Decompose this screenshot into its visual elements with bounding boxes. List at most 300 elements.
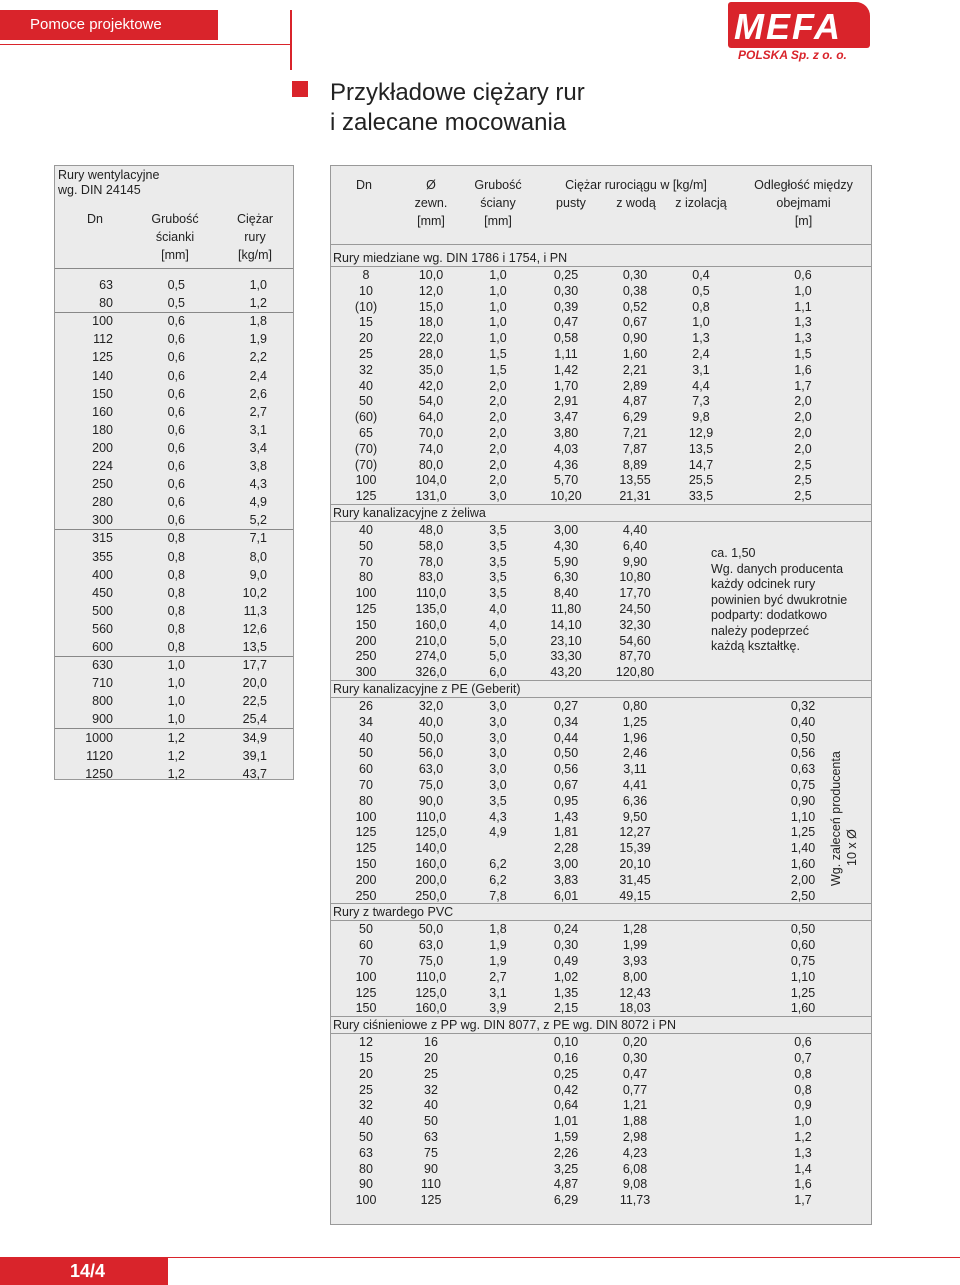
table-row (331, 777, 871, 793)
cell-water: 7,21 (622, 426, 648, 440)
cell-thickness: 1,2 (167, 730, 185, 745)
cell-wall: 1,0 (489, 283, 507, 298)
cell-dn: 65 (359, 426, 373, 440)
section-title: Rury z twardego PVC (333, 905, 454, 920)
cell-empty: 0,16 (553, 1051, 579, 1065)
cell-dn: 50 (359, 1130, 373, 1144)
cell-empty: 0,49 (553, 954, 579, 968)
table-row (331, 1000, 871, 1016)
cell-diameter: 58,0 (418, 538, 444, 553)
cell-empty: 1,70 (553, 378, 579, 393)
left-title-line-1: Rury wentylacyjne (58, 168, 160, 182)
vertical-note-line-1: Wg. zaleceń producenta (829, 751, 843, 886)
cell-weight: 3,8 (249, 459, 267, 473)
cell-dn: 500 (92, 603, 113, 618)
cell-water: 120,80 (615, 665, 655, 680)
vertical-note-line-2: 10 x Ø (845, 829, 859, 866)
page-number: 14/4 (70, 1261, 106, 1281)
table-row (331, 299, 871, 315)
table-row (331, 472, 871, 488)
cell-insulation: 9,8 (692, 410, 710, 425)
cell-wall: 2,0 (489, 426, 507, 440)
cell-wall: 1,0 (489, 331, 507, 346)
col-header-insulation: z izolacją (675, 196, 727, 210)
cell-clamp-distance: 0,90 (790, 793, 816, 808)
cell-clamp-distance: 1,40 (790, 841, 816, 856)
note-line: powinien być dwukrotnie (711, 592, 848, 607)
cell-clamp-distance: 1,60 (790, 857, 816, 871)
table-row (55, 421, 293, 439)
cell-clamp-distance: 0,7 (794, 1051, 812, 1065)
cell-wall: 3,9 (489, 1001, 507, 1016)
cell-clamp-distance: 1,10 (790, 969, 816, 984)
table-row (331, 522, 871, 538)
cell-diameter: 135,0 (415, 602, 447, 616)
cell-dn: 125 (355, 985, 377, 1000)
cell-thickness: 0,6 (167, 368, 185, 383)
table-row (331, 1145, 871, 1161)
col-header-dn: Dn (356, 178, 372, 192)
table-row (331, 664, 871, 680)
note-line: należy podeprzeć (711, 623, 809, 638)
table-row (331, 745, 871, 761)
cell-clamp-distance: 1,25 (790, 825, 816, 840)
cell-empty: 2,91 (553, 394, 579, 409)
cell-water: 15,39 (619, 841, 651, 856)
cell-dn: 20 (359, 331, 373, 346)
table-row (55, 403, 293, 421)
left-title-line-2: wg. DIN 24145 (58, 183, 141, 197)
table-row (55, 692, 293, 710)
cell-thickness: 0,5 (167, 278, 185, 292)
cell-dn: 315 (92, 531, 113, 546)
cell-thickness: 1,0 (167, 658, 185, 673)
cell-insulation: 2,4 (692, 347, 710, 361)
cell-dn: 150 (355, 1001, 377, 1016)
logo-text: MEFA (734, 6, 843, 47)
cell-clamp-distance: 1,4 (794, 1161, 812, 1176)
cell-empty: 3,00 (553, 523, 579, 537)
table-row (331, 378, 871, 394)
cell-water: 13,55 (619, 473, 651, 488)
cell-empty: 2,28 (553, 841, 579, 856)
section-title: Rury kanalizacyjne z PE (Geberit) (333, 682, 521, 696)
table-row (331, 953, 871, 969)
cell-diameter: 50,0 (418, 922, 444, 937)
cell-weight: 3,4 (249, 440, 267, 455)
cell-thickness: 0,6 (167, 513, 185, 528)
cell-clamp-distance: 1,25 (790, 985, 816, 1000)
cell-diameter: 200,0 (415, 872, 447, 887)
col-header-dn: Dn (87, 212, 103, 226)
table-row (331, 441, 871, 457)
section-tab (0, 10, 218, 40)
cell-dn: 200 (92, 440, 113, 455)
cell-empty: 14,10 (550, 617, 582, 632)
cell-dn: 26 (359, 699, 373, 713)
cell-weight: 8,0 (249, 549, 267, 564)
cell-dn: 900 (92, 712, 113, 727)
cell-insulation: 0,8 (692, 299, 710, 314)
cell-dn: 224 (92, 459, 113, 473)
cell-wall: 4,0 (489, 617, 507, 632)
cell-clamp-distance: 0,50 (790, 922, 816, 937)
cell-water: 4,41 (622, 778, 648, 792)
cell-empty: 1,42 (553, 362, 579, 377)
cell-water: 6,29 (622, 410, 648, 425)
cell-weight: 3,1 (249, 422, 267, 437)
cell-weight: 34,9 (242, 730, 267, 745)
cell-thickness: 1,2 (167, 748, 185, 763)
logo-box (728, 2, 870, 48)
table-row (331, 409, 871, 425)
col-header-thickness-l3: [mm] (161, 248, 189, 262)
table-row (331, 856, 871, 872)
cell-clamp-distance: 1,6 (794, 1177, 812, 1192)
cell-dn: 40 (359, 730, 373, 745)
cell-weight: 2,4 (249, 368, 267, 383)
cell-weight: 13,5 (242, 640, 267, 654)
cell-empty: 0,58 (553, 331, 579, 346)
cell-water: 0,67 (622, 315, 648, 330)
table-row (331, 714, 871, 730)
cell-dn: 34 (359, 714, 373, 729)
cell-empty: 0,25 (553, 268, 579, 282)
table-row (331, 283, 871, 299)
cell-weight: 9,0 (249, 567, 267, 582)
cell-empty: 1,11 (554, 347, 578, 361)
cell-dn: 800 (92, 694, 113, 709)
table-row (55, 638, 293, 656)
cell-wall: 1,9 (489, 938, 507, 953)
table-row (55, 276, 293, 294)
cell-diameter: 210,0 (415, 633, 447, 648)
cell-diameter: 75,0 (418, 778, 444, 792)
cell-water: 32,30 (619, 617, 651, 632)
cell-empty: 4,30 (553, 538, 579, 553)
cell-water: 0,90 (622, 331, 648, 346)
cell-wall: 1,5 (489, 362, 507, 377)
cell-dn: 450 (92, 585, 113, 600)
table-row (55, 312, 293, 330)
cell-water: 87,70 (619, 649, 651, 664)
cell-diameter: 110,0 (415, 969, 447, 984)
cell-diameter: 63,0 (418, 762, 444, 777)
cell-dn: 32 (359, 1098, 373, 1113)
note-line: każdą kształtkę. (711, 639, 800, 653)
col-header-wall-l1: Grubość (474, 178, 522, 192)
page-number-tab (0, 1258, 168, 1285)
cell-weight: 1,9 (249, 332, 267, 347)
cell-empty: 0,50 (553, 746, 579, 761)
pipe-weights-table (330, 165, 872, 1225)
cell-thickness: 0,5 (167, 296, 185, 311)
cell-thickness: 0,6 (167, 386, 185, 401)
cell-dn: 150 (355, 857, 377, 871)
table-row (331, 985, 871, 1001)
cell-water: 18,03 (619, 1001, 651, 1016)
cell-weight: 1,2 (249, 296, 267, 311)
cell-diameter: 20 (424, 1051, 438, 1065)
cell-water: 0,80 (622, 699, 648, 713)
cell-wall: 1,9 (489, 954, 507, 968)
table-row (55, 294, 293, 312)
cell-empty: 0,30 (553, 938, 579, 953)
col-header-clamp-l3: [m] (794, 214, 813, 228)
cell-dn: 25 (359, 347, 373, 361)
cell-wall: 6,2 (489, 872, 507, 887)
cell-diameter: 48,0 (418, 523, 444, 537)
title-bullet (292, 81, 308, 97)
table-row (55, 475, 293, 493)
section-title: Rury miedziane wg. DIN 1786 i 1754, i PN (333, 251, 568, 265)
cell-thickness: 0,8 (167, 531, 185, 546)
table-row (55, 710, 293, 728)
cell-dn: 300 (92, 513, 113, 528)
cell-thickness: 0,8 (167, 567, 185, 582)
cell-dn: 150 (92, 386, 113, 401)
cell-empty: 0,34 (553, 714, 579, 729)
title-line-1: Przykładowe ciężary rur (330, 79, 585, 106)
cell-dn: 50 (359, 922, 373, 937)
cell-clamp-distance: 1,7 (794, 1193, 812, 1208)
table-row (55, 529, 293, 547)
cell-water: 1,99 (622, 938, 648, 953)
table-row (55, 457, 293, 475)
cell-water: 12,27 (619, 825, 651, 840)
cell-diameter: 18,0 (418, 315, 444, 330)
cell-diameter: 74,0 (418, 441, 444, 456)
cell-water: 4,40 (622, 523, 648, 537)
ventilation-pipes-table (54, 165, 294, 780)
cell-water: 2,98 (622, 1130, 648, 1144)
table-row (55, 566, 293, 584)
cell-empty: 5,70 (553, 473, 579, 488)
cell-dn: 125 (355, 841, 377, 856)
col-header-clamp-distance (731, 176, 876, 230)
cell-empty: 33,30 (550, 649, 582, 664)
col-header-thickness-l2: ścianki (155, 230, 195, 244)
cell-thickness: 0,6 (167, 404, 185, 419)
cell-clamp-distance: 2,0 (794, 410, 812, 425)
cell-clamp-distance: 0,32 (790, 699, 816, 713)
cell-empty: 10,20 (550, 489, 582, 504)
cell-water: 8,89 (622, 457, 648, 472)
cell-empty: 1,81 (553, 825, 579, 840)
cell-empty: 1,02 (553, 969, 579, 984)
cell-dn: 112 (93, 332, 113, 347)
cell-clamp-distance: 0,6 (794, 268, 812, 282)
cell-dn: 600 (92, 640, 113, 654)
cell-wall: 3,5 (489, 554, 507, 569)
cell-thickness: 0,8 (167, 621, 185, 636)
cell-diameter: 75 (424, 1145, 438, 1160)
cell-diameter: 160,0 (415, 1001, 447, 1016)
table-row (55, 548, 293, 566)
table-row (331, 1129, 871, 1145)
cell-water: 4,23 (622, 1145, 648, 1160)
cell-clamp-distance: 1,3 (794, 315, 812, 330)
cell-empty: 5,90 (553, 554, 579, 569)
cell-empty: 43,20 (550, 665, 582, 680)
table-row (55, 747, 293, 765)
table-row (331, 761, 871, 777)
col-header-weight: Ciężar rurociągu w [kg/m] (565, 178, 707, 192)
cell-diameter: 40,0 (418, 714, 444, 729)
cell-diameter: 274,0 (415, 649, 447, 664)
cell-thickness: 0,8 (167, 603, 185, 618)
cell-water: 3,93 (622, 954, 648, 968)
cell-dn: 90 (359, 1177, 373, 1192)
cell-empty: 0,30 (553, 283, 579, 298)
cell-dn: 1120 (86, 748, 113, 763)
cell-dn: 710 (92, 676, 113, 691)
cell-empty: 0,25 (553, 1066, 579, 1081)
cell-thickness: 1,2 (167, 766, 185, 781)
cell-wall: 6,2 (489, 857, 507, 871)
table-row (331, 1192, 871, 1208)
cell-dn: 100 (355, 473, 377, 488)
cell-empty: 0,64 (553, 1098, 579, 1113)
col-header-weight-l3: [kg/m] (237, 248, 273, 262)
cell-dn: 100 (355, 969, 377, 984)
cell-water: 2,21 (622, 362, 648, 377)
cell-weight: 11,3 (243, 603, 267, 618)
cell-clamp-distance: 0,8 (794, 1066, 812, 1081)
cell-weight: 12,6 (242, 621, 267, 636)
cell-clamp-distance: 0,50 (790, 730, 816, 745)
cell-clamp-distance: 0,40 (790, 714, 816, 729)
cell-empty: 0,39 (553, 299, 579, 314)
cell-dn: 63 (99, 278, 113, 292)
cell-wall: 3,5 (489, 523, 507, 537)
cell-clamp-distance: 0,75 (790, 954, 816, 968)
cell-clamp-distance: 1,0 (794, 283, 812, 298)
table-row (331, 1176, 871, 1192)
cell-clamp-distance: 2,5 (794, 457, 812, 472)
table-row (331, 314, 871, 330)
table-row (331, 888, 871, 904)
cell-wall: 5,0 (489, 633, 507, 648)
cell-dn: 50 (359, 394, 373, 409)
cell-water: 0,20 (622, 1035, 648, 1050)
cell-diameter: 90 (424, 1161, 438, 1176)
cell-dn: 80 (99, 296, 113, 311)
cell-thickness: 0,8 (167, 585, 185, 600)
cell-diameter: 40 (424, 1098, 438, 1113)
col-header-clamp-l2: obejmami (776, 196, 831, 210)
left-table-title (58, 168, 159, 198)
cell-wall: 2,0 (489, 441, 507, 456)
cell-water: 0,52 (622, 299, 648, 314)
table-row (331, 1050, 871, 1066)
cell-wall: 2,7 (489, 969, 507, 984)
cell-wall: 1,5 (489, 347, 507, 361)
cell-wall: 7,8 (489, 888, 507, 903)
cell-empty: 0,44 (553, 730, 579, 745)
col-header-wall-l2: ściany (480, 196, 516, 210)
cell-water: 4,87 (622, 394, 648, 409)
cell-diameter: 75,0 (418, 954, 444, 968)
cell-clamp-distance: 2,50 (790, 888, 816, 903)
cell-weight: 4,9 (249, 495, 267, 510)
cell-wall: 3,0 (489, 714, 507, 729)
cell-clamp-distance: 1,3 (794, 331, 812, 346)
cell-dn: 50 (359, 746, 373, 761)
cell-clamp-distance: 0,9 (794, 1098, 812, 1113)
table-row (55, 729, 293, 747)
cell-empty: 6,30 (553, 570, 579, 585)
cell-wall: 3,5 (489, 793, 507, 808)
cell-empty: 6,01 (553, 888, 579, 903)
cell-water: 1,21 (622, 1098, 648, 1113)
cell-thickness: 0,8 (167, 640, 185, 654)
cell-water: 12,43 (619, 985, 651, 1000)
cell-empty: 3,80 (553, 426, 579, 440)
cell-wall: 2,0 (489, 473, 507, 488)
col-header-clamp-l1: Odległość między (754, 178, 853, 192)
cell-wall: 2,0 (489, 410, 507, 425)
cell-diameter: 32 (424, 1082, 438, 1097)
cell-dn: 60 (359, 762, 373, 777)
section-label: Pomoce projektowe (30, 16, 162, 33)
cell-diameter: 28,0 (418, 347, 444, 361)
cell-empty: 11,80 (550, 602, 582, 616)
table-row (331, 698, 871, 714)
cell-water: 49,15 (619, 888, 651, 903)
cell-empty: 3,47 (553, 410, 579, 425)
cell-insulation: 3,1 (692, 362, 710, 377)
cell-water: 17,70 (619, 586, 651, 601)
cell-empty: 1,59 (553, 1130, 579, 1144)
cell-water: 31,45 (619, 872, 651, 887)
table-row (331, 1161, 871, 1177)
cell-water: 0,47 (622, 1066, 648, 1081)
col-header-wall-l3: [mm] (484, 214, 512, 228)
cell-thickness: 0,6 (167, 422, 185, 437)
table-row (331, 937, 871, 953)
cell-insulation: 33,5 (688, 489, 714, 504)
cell-dn: 12 (359, 1035, 373, 1050)
cell-thickness: 1,0 (167, 676, 185, 691)
cell-empty: 6,29 (553, 1193, 579, 1208)
cell-insulation: 25,5 (688, 473, 714, 488)
cell-wall: 4,0 (489, 602, 507, 616)
cell-dn: 100 (355, 1193, 377, 1208)
cell-dn: 125 (355, 602, 377, 616)
cell-diameter: 56,0 (418, 746, 444, 761)
cell-water: 24,50 (619, 602, 651, 616)
table-row (331, 921, 871, 937)
cell-clamp-distance: 2,0 (794, 394, 812, 409)
cell-water: 0,30 (622, 268, 648, 282)
cell-wall: 3,0 (489, 699, 507, 713)
cell-empty: 0,47 (553, 315, 579, 330)
cell-water: 7,87 (622, 441, 648, 456)
cell-wall: 3,0 (489, 746, 507, 761)
cell-water: 10,80 (619, 570, 651, 585)
col-header-weight (220, 210, 290, 264)
cell-dn: 180 (92, 422, 113, 437)
cell-wall: 6,0 (489, 665, 507, 680)
cell-diameter: 80,0 (418, 457, 444, 472)
cell-dn: 160 (92, 404, 113, 419)
mefa-logo (728, 2, 878, 62)
header-bar (0, 0, 292, 46)
cell-diameter: 63 (424, 1130, 438, 1144)
cell-wall: 1,0 (489, 299, 507, 314)
cell-dn: 125 (355, 825, 377, 840)
